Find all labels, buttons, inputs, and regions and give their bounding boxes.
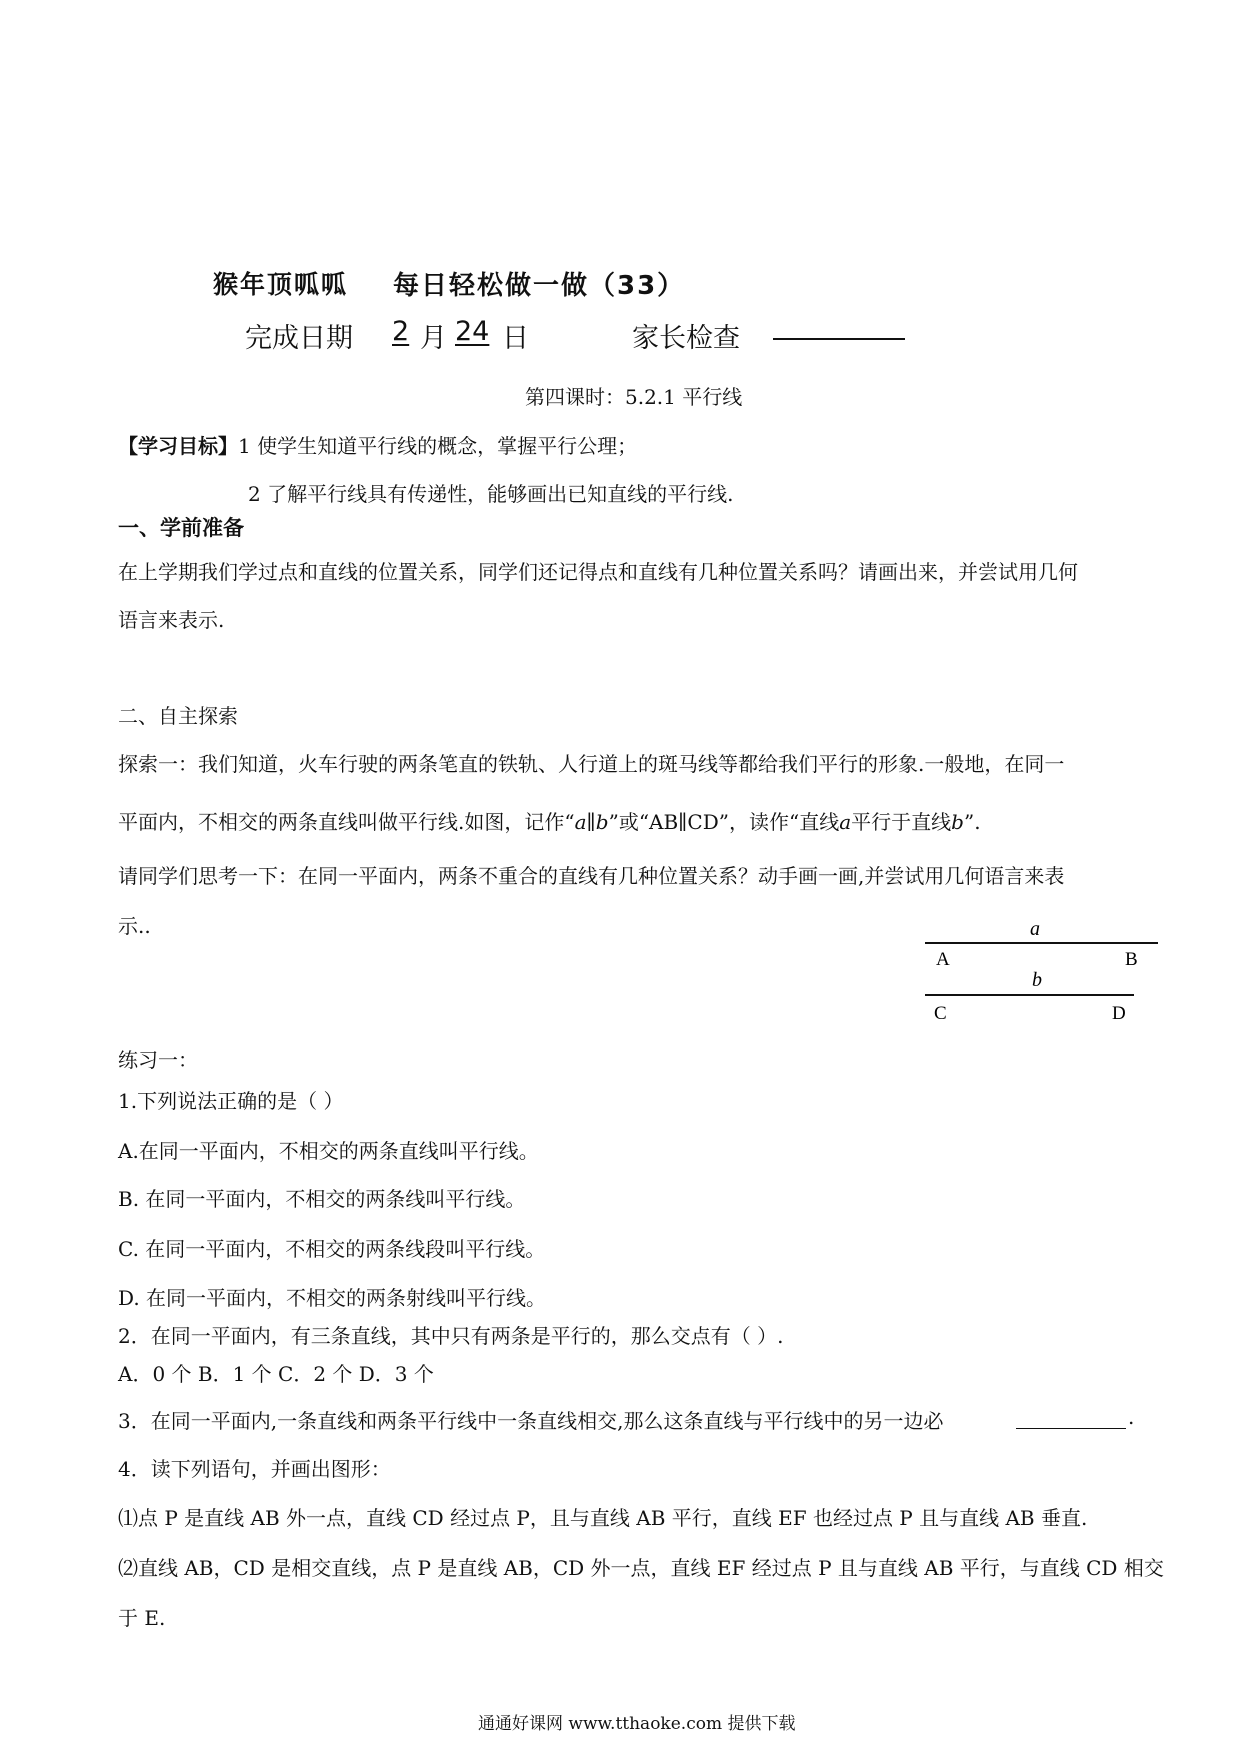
lesson-title: 第四课时：5.2.1 平行线 xyxy=(525,385,743,409)
objectives-item-1: 1 使学生知道平行线的概念，掌握平行公理； xyxy=(238,434,638,458)
date-day-label: 日 xyxy=(502,323,529,354)
objectives-item-2: 2 了解平行线具有传递性，能够画出已知直线的平行线. xyxy=(248,482,734,506)
practice-q2: 2．在同一平面内，有三条直线，其中只有两条是平行的，那么交点有（ ）. xyxy=(118,1324,784,1348)
section2-line2-part-a: 平面内，不相交的两条直线叫做平行线.如图，记作“ xyxy=(118,810,575,834)
diagram-point-A: A xyxy=(936,949,950,970)
parallel-symbol: ∥ xyxy=(586,810,596,834)
var-b-2: b xyxy=(951,810,964,834)
header-title: 每日轻松做一做（33） xyxy=(393,271,686,301)
practice-q1: 1.下列说法正确的是（ ） xyxy=(118,1089,344,1113)
diagram-point-D: D xyxy=(1112,1003,1126,1024)
section1-line2: 语言来表示. xyxy=(118,608,225,632)
diagram-point-B: B xyxy=(1125,949,1138,970)
section2-line1: 探索一：我们知道，火车行驶的两条笔直的铁轨、人行道上的斑马线等都给我们平行的形象.一般地，在同一 xyxy=(118,752,1065,776)
section1-line1: 在上学期我们学过点和直线的位置关系，同学们还记得点和直线有几种位置关系吗？请画出来，并尝试用几何 xyxy=(118,560,1078,584)
section2-title: 二、自主探索 xyxy=(118,704,238,728)
practice-q4-item-1: ⑴点 P 是直线 AB 外一点，直线 CD 经过点 P，且与直线 AB 平行，直线 EF 也经过点 P 且与直线 AB 垂直. xyxy=(118,1506,1088,1530)
practice-q3-end: . xyxy=(1128,1405,1135,1429)
date-label: 完成日期 xyxy=(245,323,353,354)
objectives-row-1 xyxy=(118,430,637,459)
section2-line3: 请同学们思考一下：在同一平面内，两条不重合的直线有几种位置关系？动手画一画,并尝试用几何语言来表 xyxy=(118,864,1065,888)
parent-check-label: 家长检查 xyxy=(632,323,740,354)
footer-credit: 通通好课网 www.tthaoke.com 提供下载 xyxy=(478,1714,796,1734)
diagram-label-a: a xyxy=(1030,918,1040,940)
practice-q1-option-d: D. 在同一平面内，不相交的两条射线叫平行线。 xyxy=(118,1286,547,1310)
header-brand: 猴年顶呱呱 xyxy=(213,270,349,299)
section1-title: 一、学前准备 xyxy=(118,516,244,540)
practice-q3-blank[interactable] xyxy=(1016,1428,1126,1429)
practice-q4-item-2: ⑵直线 AB，CD 是相交直线，点 P 是直线 AB，CD 外一点，直线 EF 经过点 P 且与直线 AB 平行，与直线 CD 相交 xyxy=(118,1556,1164,1580)
practice-q4-item-2-end: 于 E. xyxy=(118,1606,166,1630)
section2-line2 xyxy=(118,806,981,835)
date-day-value: 24 xyxy=(455,316,490,347)
practice-q1-option-c: C. 在同一平面内，不相交的两条线段叫平行线。 xyxy=(118,1237,546,1261)
var-b: b xyxy=(595,810,609,834)
var-a-2: a xyxy=(839,810,852,834)
practice-q4: 4．读下列语句，并画出图形： xyxy=(118,1457,391,1481)
var-a: a xyxy=(574,810,587,834)
section2-line4: 示.. xyxy=(118,914,151,938)
practice-q3: 3．在同一平面内,一条直线和两条平行线中一条直线相交,那么这条直线与平行线中的另一边必 xyxy=(118,1409,944,1433)
diagram-point-C: C xyxy=(934,1003,947,1024)
date-month-value: 2 xyxy=(392,316,410,347)
section2-line2-part-c: 平行于直线 xyxy=(851,810,952,834)
objectives-label: 【学习目标】 xyxy=(118,434,238,458)
practice-q1-option-b: B. 在同一平面内，不相交的两条线叫平行线。 xyxy=(118,1187,526,1211)
parent-check-blank[interactable] xyxy=(773,338,905,340)
practice-title: 练习一： xyxy=(118,1048,198,1072)
date-month-label: 月 xyxy=(420,323,447,354)
practice-q1-option-a: A.在同一平面内，不相交的两条直线叫平行线。 xyxy=(118,1139,539,1163)
practice-q2-options: A．0 个 B．1 个 C．2 个 D．3 个 xyxy=(118,1362,434,1386)
diagram-label-b: b xyxy=(1032,969,1042,991)
parallel-lines-diagram xyxy=(920,915,1170,1030)
section2-line2-part-b: ”或“AB∥CD”，读作“直线 xyxy=(608,810,840,834)
section2-line2-part-d: ”. xyxy=(963,810,981,834)
